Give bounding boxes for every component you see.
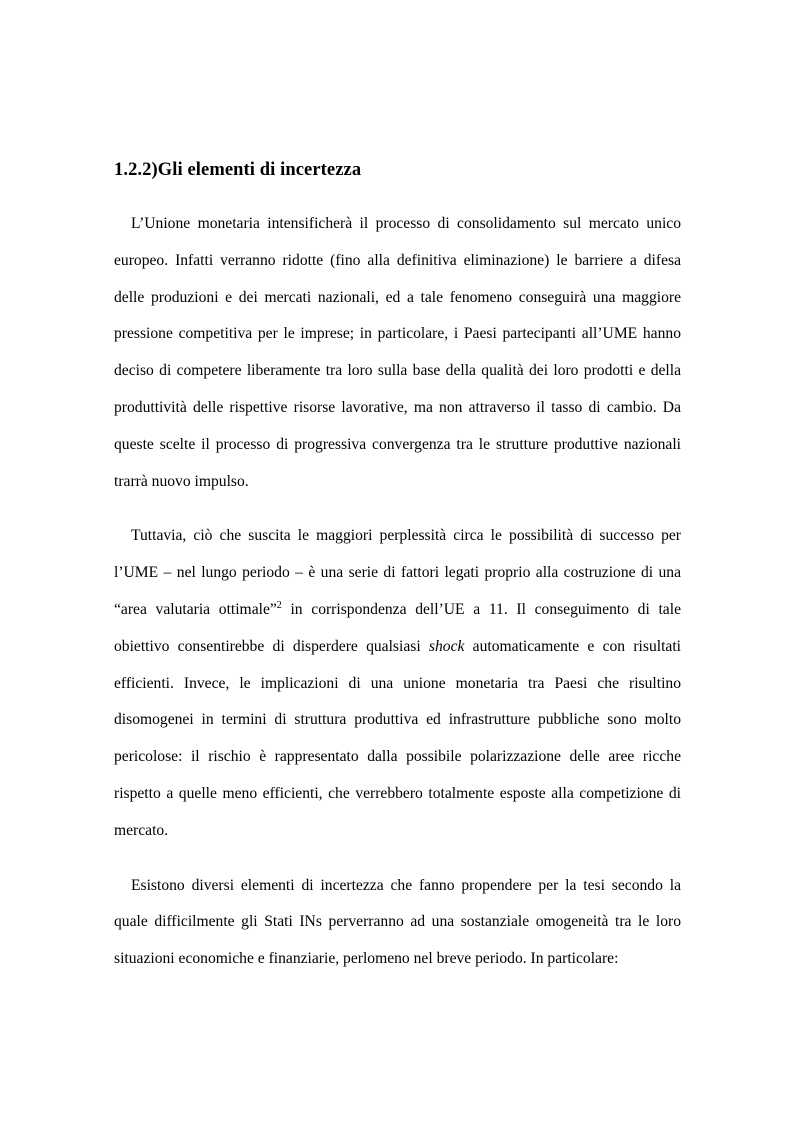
section-heading: 1.2.2)Gli elementi di incertezza (114, 160, 362, 180)
paragraph-1: L’Unione monetaria intensificherà il processo di consolidamento sul mercato unico europeo. Infatti verranno ridotte (fino alla definitiva eliminazione) le barriere a difesa delle produzioni e dei mercati nazionali, ed a tale fenomeno conseguirà una maggiore pressione competitiva per le imprese; in particolare, i Paesi partecipanti all’UME hanno deciso di competere liberamente tra loro sulla base della qualità dei loro prodotti e della produttività delle rispettive risorse lavorative, ma non attraverso il tasso di cambio. Da queste scelte il processo di progressiva convergenza tra le strutture produttive nazionali trarrà nuovo impulso. (114, 215, 681, 490)
document-page (114, 156, 681, 996)
paragraph-2 (114, 518, 681, 849)
paragraph-2-text-c: automaticamente e con risultati efficienti. Invece, le implicazioni di una unione monetaria tra Paesi che risultino disomogenei in termini di struttura produttiva ed infrastrutture pubbliche sono molto pericolose: il rischio è rappresentato dalla possibile polarizzazione delle aree ricche rispetto a quelle meno efficienti, che verrebbero totalmente esposte alla competizione di mercato. (114, 637, 681, 839)
paragraph-2-text-b: in corrispondenza dell’UE a 11. Il conseguimento di tale obiettivo consentirebbe di disperdere qualsiasi (114, 600, 681, 655)
paragraph-2-text-a: Tuttavia, ciò che suscita le maggiori perplessità circa le possibilità di successo per l’UME – nel lungo periodo – è una serie di fattori legati proprio alla costruzione di una “area valutaria ottimale” (114, 527, 681, 618)
paragraph-3: Esistono diversi elementi di incertezza che fanno propendere per la tesi secondo la quale difficilmente gli Stati INs perverranno ad una sostanziale omogeneità tra le loro situazioni economiche e finanziarie, perlomeno nel breve periodo. In particolare: (114, 876, 681, 968)
italic-term: shock (428, 637, 465, 655)
footnote-marker[interactable]: 2 (276, 599, 282, 611)
